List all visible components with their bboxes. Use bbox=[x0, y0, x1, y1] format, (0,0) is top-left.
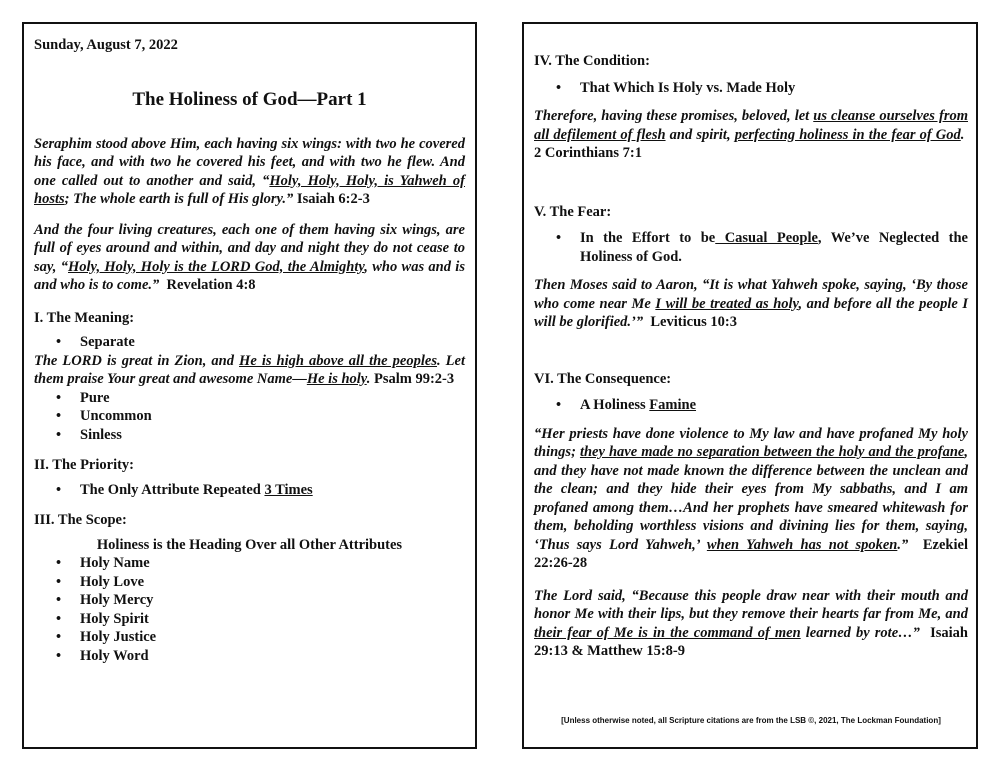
verse-text: ; The whole earth is full of His glory.” bbox=[64, 191, 294, 207]
left-page bbox=[22, 22, 477, 749]
bullet-only-attribute bbox=[80, 481, 465, 500]
bullet-casual-people bbox=[580, 229, 968, 266]
verse-text: And the four living creatures, each one of them having six wings, are full of eyes around and within, and day and night they do not cease to say, “ bbox=[34, 221, 465, 275]
bullet-holy-vs-made-holy: • That Which Is Holy vs. Made Holy bbox=[580, 79, 968, 98]
verse-reference: Isaiah 29:13 & Matthew 15:8-9 bbox=[534, 624, 968, 659]
verse-text: .” bbox=[897, 536, 909, 553]
consequence-bullets bbox=[534, 396, 968, 415]
condition-bullets bbox=[534, 79, 968, 98]
verse-underlined: I will be treated as holy bbox=[655, 295, 799, 312]
scope-bullets bbox=[34, 554, 465, 665]
verse-underlined: He is holy bbox=[306, 371, 367, 387]
verse-underlined: they have made no separation between the holy and the profane bbox=[579, 444, 965, 460]
bullet-text: A Holiness bbox=[580, 397, 650, 413]
right-page bbox=[522, 22, 978, 749]
bullet-text: , We’ve Neglected the Holiness of God. bbox=[580, 230, 968, 265]
fear-bullets bbox=[534, 229, 968, 266]
verse-text: learned by rote…” bbox=[800, 624, 920, 641]
meaning-bullets-more bbox=[34, 389, 465, 445]
scripture-leviticus-10 bbox=[534, 276, 968, 332]
verse-reference: Revelation 4:8 bbox=[166, 277, 256, 293]
bullet-underlined: 3 Times bbox=[264, 481, 313, 498]
scripture-2-corinthians-7 bbox=[534, 107, 968, 163]
verse-underlined: Holy, Holy, Holy is the LORD God, the Almighty bbox=[68, 258, 365, 275]
verse-underlined: He is high above all the peoples bbox=[239, 352, 437, 369]
bullet-holy-name: • Holy Name bbox=[80, 554, 465, 573]
verse-underlined: their fear of Me is in the command of men bbox=[534, 624, 801, 641]
verse-text: and spirit, bbox=[665, 126, 735, 143]
bullet-separate: • Separate bbox=[80, 333, 465, 352]
verse-underlined: Holy, Holy, Holy, is Yahweh of hosts bbox=[34, 172, 465, 207]
scripture-psalm-99 bbox=[34, 352, 465, 389]
bullet-holy-spirit: • Holy Spirit bbox=[80, 610, 465, 629]
bullet-holy-mercy: • Holy Mercy bbox=[80, 591, 465, 610]
sermon-title: The Holiness of God—Part 1 bbox=[132, 88, 367, 110]
verse-text: . bbox=[366, 371, 371, 387]
verse-text: , and they have not made known the difference between the unclean and the clean; and they hide their eyes from My sabbaths, and I am profaned among them…And her prophets have smeared whitewash for them, beholding worthless visions and divining lies for them, saying, ‘Thus says Lord Yahweh,’ bbox=[534, 444, 968, 553]
bullet-holy-word: • Holy Word bbox=[80, 647, 465, 666]
scripture-isaiah-6 bbox=[34, 135, 465, 209]
verse-text: “Her priests have done violence to My law and have profaned My holy things; bbox=[534, 425, 968, 460]
section-condition-heading: IV. The Condition: bbox=[534, 53, 650, 69]
bullet-text: In the Effort to be bbox=[580, 230, 716, 246]
section-fear-heading: V. The Fear: bbox=[534, 203, 612, 220]
scripture-footnote: [Unless otherwise noted, all Scripture citations are from the LSB ©, 2021, The Lockman Foundation] bbox=[561, 716, 941, 725]
section-meaning-heading: I. The Meaning: bbox=[34, 309, 135, 326]
scripture-revelation-4 bbox=[34, 221, 465, 295]
verse-text: Then Moses said to Aaron, “It is what Yahweh spoke, saying, ‘By those who come near Me bbox=[534, 277, 968, 312]
verse-reference: 2 Corinthians 7:1 bbox=[534, 145, 642, 161]
priority-bullets bbox=[34, 481, 465, 500]
bullet-holy-justice: • Holy Justice bbox=[80, 628, 465, 647]
scripture-isaiah-29 bbox=[534, 587, 968, 661]
verse-text: The Lord said, “Because this people draw near with their mouth and honor Me with their lips, but they remove their hearts far from Me, and bbox=[534, 587, 968, 622]
service-date: Sunday, August 7, 2022 bbox=[34, 37, 178, 53]
verse-text: . bbox=[960, 126, 965, 143]
bullet-pure: • Pure bbox=[80, 389, 465, 408]
scope-subheading: Holiness is the Heading Over all Other Attributes bbox=[96, 536, 403, 553]
bullet-holiness-famine bbox=[580, 396, 968, 415]
bullet-text: The Only Attribute Repeated bbox=[80, 481, 265, 498]
verse-reference: Psalm 99:2-3 bbox=[373, 371, 455, 387]
verse-text: , who was and is and who is to come.” bbox=[34, 258, 465, 293]
verse-text: Therefore, having these promises, beloved, let bbox=[534, 108, 814, 124]
verse-text: . Let them praise Your great and awesome Name— bbox=[34, 352, 465, 387]
bullet-sinless: • Sinless bbox=[80, 426, 465, 445]
bullet-underlined: Casual People bbox=[715, 230, 818, 246]
verse-reference: Leviticus 10:3 bbox=[650, 314, 737, 330]
bullet-underlined: Famine bbox=[649, 397, 697, 413]
verse-underlined: when Yahweh has not spoken bbox=[706, 536, 898, 553]
verse-text: Seraphim stood above Him, each having six wings: with two he covered his face, and with two he covered his feet, and with two he flew. And one called out to another and said, “ bbox=[34, 135, 465, 189]
section-consequence-heading: VI. The Consequence: bbox=[534, 370, 672, 387]
verse-text: The LORD is great in Zion, and bbox=[34, 352, 240, 369]
bullet-holy-love: • Holy Love bbox=[80, 573, 465, 592]
section-scope-heading: III. The Scope: bbox=[34, 512, 127, 528]
verse-underlined: perfecting holiness in the fear of God bbox=[734, 126, 961, 143]
verse-underlined: us cleanse ourselves from all defilement of flesh bbox=[534, 108, 968, 143]
meaning-bullets bbox=[34, 333, 465, 352]
verse-reference: Ezekiel 22:26-28 bbox=[534, 536, 968, 571]
verse-text: , and before all the people I will be glorified.’” bbox=[534, 295, 968, 330]
section-priority-heading: II. The Priority: bbox=[34, 457, 135, 473]
verse-reference: Isaiah 6:2-3 bbox=[296, 191, 370, 207]
bullet-uncommon: • Uncommon bbox=[80, 407, 465, 426]
scripture-ezekiel-22 bbox=[534, 425, 968, 573]
